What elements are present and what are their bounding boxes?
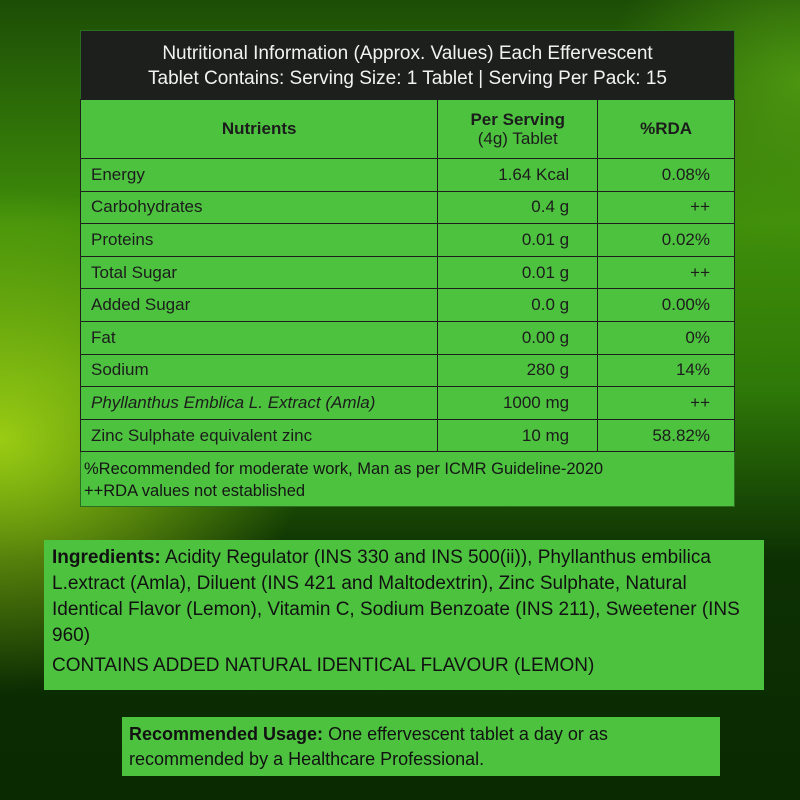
column-header-nutrients: Nutrients xyxy=(81,100,438,159)
nutrient-name: Added Sugar xyxy=(81,289,438,322)
nutrient-name: Phyllanthus Emblica L. Extract (Amla) xyxy=(81,387,438,420)
nutrient-value: 0.4 g xyxy=(438,191,598,224)
nutrient-name: Fat xyxy=(81,321,438,354)
usage-label: Recommended Usage: xyxy=(129,724,324,744)
nutrient-rda: 0.08% xyxy=(598,159,735,192)
nutrient-name: Proteins xyxy=(81,224,438,257)
nutrient-name: Zinc Sulphate equivalent zinc xyxy=(81,419,438,452)
column-header-rda: %RDA xyxy=(598,100,735,159)
nutrient-rda: 0.02% xyxy=(598,224,735,257)
column-header-per-serving-sub: (4g) Tablet xyxy=(477,129,558,148)
nutrient-value: 0.01 g xyxy=(438,256,598,289)
nutrient-rda: ++ xyxy=(598,191,735,224)
nutrient-rda: 0% xyxy=(598,321,735,354)
table-row xyxy=(81,224,735,257)
nutrient-value: 280 g xyxy=(438,354,598,387)
usage-text: One effervescent tablet a day or as recommended by a Healthcare Professional. xyxy=(129,724,608,769)
ingredients-panel xyxy=(44,540,764,690)
nutrient-value: 1000 mg xyxy=(438,387,598,420)
nutrition-header-line2: Tablet Contains: Serving Size: 1 Tablet | Serving Per Pack: 15 xyxy=(148,68,667,89)
ingredients-label: Ingredients: xyxy=(52,547,161,568)
table-row xyxy=(81,321,735,354)
nutrient-name: Carbohydrates xyxy=(81,191,438,224)
nutrition-table xyxy=(80,99,735,452)
nutrition-table-header-row xyxy=(81,100,735,159)
ingredients-list xyxy=(52,545,756,649)
nutrient-value: 0.01 g xyxy=(438,224,598,257)
nutrient-name: Sodium xyxy=(81,354,438,387)
nutrient-rda: 14% xyxy=(598,354,735,387)
nutrition-panel xyxy=(80,30,735,507)
nutrient-value: 0.0 g xyxy=(438,289,598,322)
nutrient-name: Energy xyxy=(81,159,438,192)
nutrient-rda: 58.82% xyxy=(598,419,735,452)
flavour-notice: CONTAINS ADDED NATURAL IDENTICAL FLAVOUR (LEMON) xyxy=(52,655,595,676)
table-row xyxy=(81,289,735,322)
nutrient-rda: 0.00% xyxy=(598,289,735,322)
nutrient-value: 0.00 g xyxy=(438,321,598,354)
nutrient-rda: ++ xyxy=(598,256,735,289)
nutrient-value: 1.64 Kcal xyxy=(438,159,598,192)
table-row xyxy=(81,419,735,452)
nutrient-name: Total Sugar xyxy=(81,256,438,289)
table-row xyxy=(81,256,735,289)
nutrient-value: 10 mg xyxy=(438,419,598,452)
nutrient-rda: ++ xyxy=(598,387,735,420)
table-row xyxy=(81,387,735,420)
table-row xyxy=(81,354,735,387)
footnote-rda-not-established: ++RDA values not established xyxy=(84,482,306,501)
column-header-per-serving-main: Per Serving xyxy=(470,110,565,129)
ingredients-text: Acidity Regulator (INS 330 and INS 500(ii)), Phyllanthus embilica L.extract (Amla), Diluent (INS 421 and Maltodextrin), Zinc Sulphate, Natural Identical Flavor (Lemon), Vitamin C, Sodium Benzoate (INS 211), Sweetener (INS 960) xyxy=(52,547,740,646)
nutrition-header xyxy=(81,31,734,99)
table-row xyxy=(81,159,735,192)
column-header-per-serving xyxy=(438,100,598,159)
footnote-rda-basis: %Recommended for moderate work, Man as per ICMR Guideline-2020 xyxy=(84,460,604,479)
table-row xyxy=(81,191,735,224)
usage-panel xyxy=(122,717,720,776)
nutrition-header-line1: Nutritional Information (Approx. Values) Each Effervescent xyxy=(162,43,653,64)
nutrition-footnotes xyxy=(81,452,734,502)
